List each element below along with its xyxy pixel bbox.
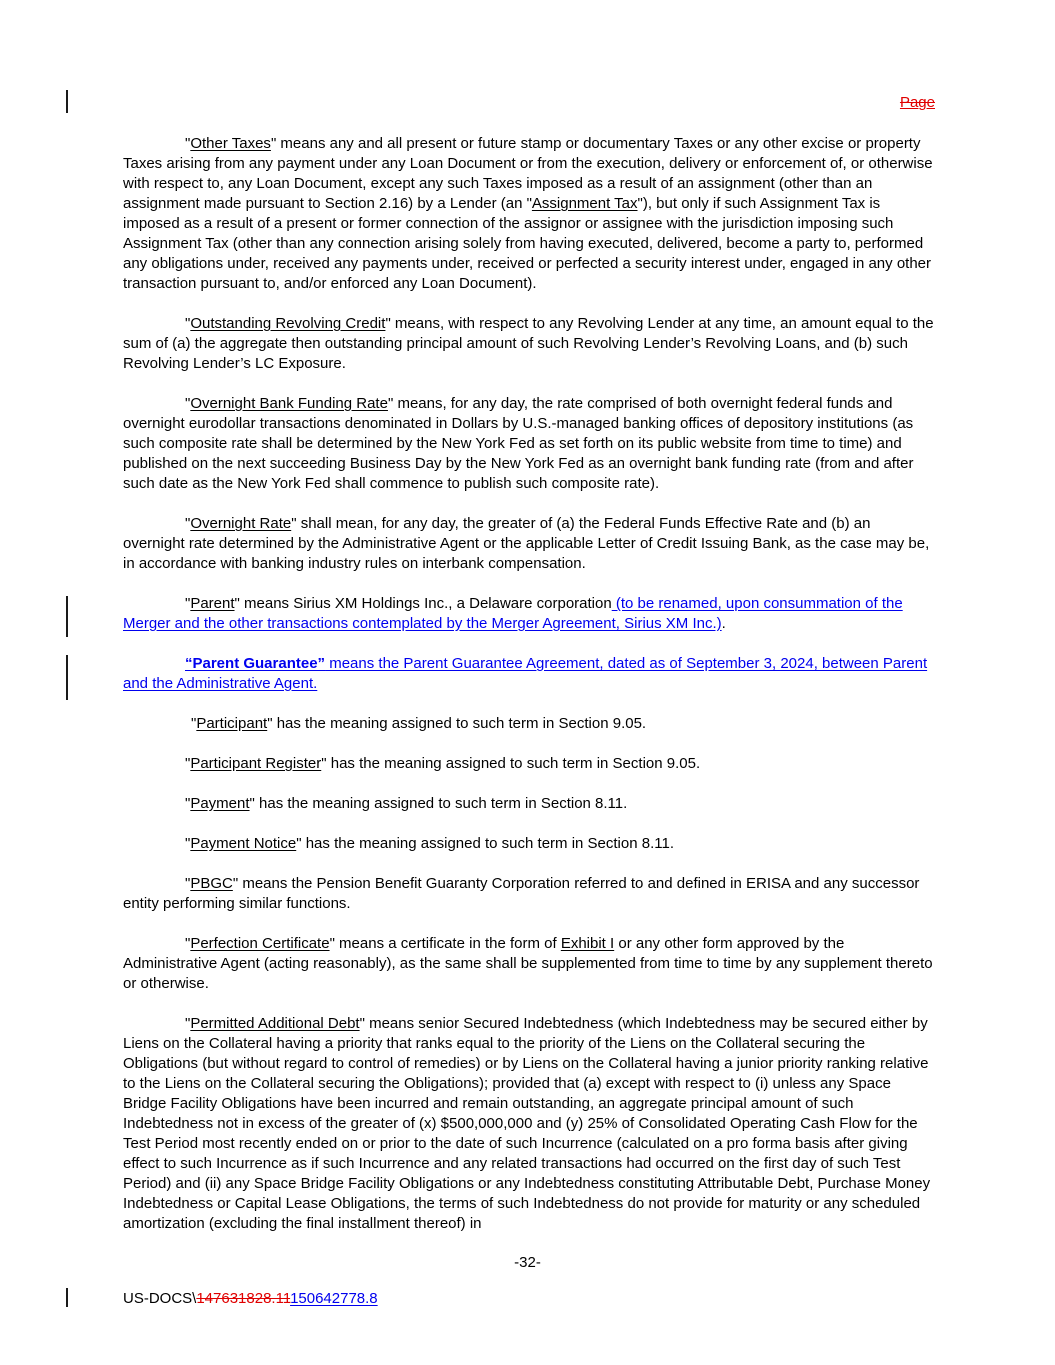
text-run: " means senior Secured Indebtedness (which Indebtedness may be secured either by Liens on the Collateral having a priority that ranks equal to the priority of the Liens on the Collateral securing the Obligations (but without regard to control of remedies) or by Liens on the Collateral having a junior priority ranking relative to the Liens on the Collateral securing the Obligations); provided that (a) except with respect to (i) unless any Space Bridge Facility Obligations have been incurred and remain outstanding, an aggregate principal amount of such Indebtedness not in excess of the greater of (x) $500,000,000 and (y) 25% of Consolidated Operating Cash Flow for the Test Period most recently ended on or prior to the date of such Incurrence (calculated on a pro forma basis after giving effect to such Incurrence as if such Incurrence and any related transactions had occurred on the first day of such Test Period) and (ii) any Space Bridge Facility Obligations or any Indebtedness constituting Attributable Debt, Purchase Money Indebtedness or Capital Lease Obligations, the terms of such Indebtedness do not provide for maturity or any scheduled amortization (excluding the final installment thereof) in	[123, 1015, 931, 1232]
definition-participant	[123, 714, 935, 734]
text-run: .	[721, 615, 726, 632]
definition-payment	[123, 794, 935, 814]
definition-outstanding-revolving-credit	[123, 314, 935, 374]
text-run: " means Sirius XM Holdings Inc., a Delaware corporation	[234, 595, 612, 612]
text-run: or any other form approved by the Administrative Agent (acting reasonably), as the same shall be supplemented from time to time by any supplement thereto or otherwise.	[123, 935, 933, 992]
inserted-doc-id: 150642778.8	[290, 1290, 378, 1307]
definition-pbgc	[123, 874, 935, 914]
defined-term: Overnight Bank Funding Rate	[190, 395, 388, 412]
text-run: " has the meaning assigned to such term in Section 8.11.	[249, 795, 628, 812]
text-run: "	[185, 835, 191, 852]
defined-term: Other Taxes	[190, 135, 271, 152]
definition-overnight-rate	[123, 514, 935, 574]
defined-term: Overnight Rate	[190, 515, 292, 532]
text-run: "	[191, 715, 197, 732]
definition-participant-register	[123, 754, 935, 774]
text-run: " has the meaning assigned to such term in Section 8.11.	[296, 835, 674, 852]
change-bar	[66, 1288, 68, 1307]
change-bar	[66, 655, 68, 700]
text-run: "	[185, 395, 191, 412]
defined-term: Outstanding Revolving Credit	[190, 315, 386, 332]
defined-term: Participant Register	[190, 755, 322, 772]
text-run: " means, for any day, the rate comprised of both overnight federal funds and overnight eurodollar transactions denominated in Dollars by U.S.-managed banking offices of depository institutions (as such composite rate shall be determined by the New York Fed as set forth on its public website from time to time) and published on the next succeeding Business Day by the New York Fed as an overnight bank funding rate (from and after such date as the New York Fed shall commence to publish such composite rate).	[123, 395, 914, 492]
text-run: " means the Pension Benefit Guaranty Corporation referred to and defined in ERISA and any successor entity performing similar functions.	[123, 875, 920, 912]
text-run: "	[185, 315, 191, 332]
page-number: -32-	[514, 1254, 541, 1271]
text-run: " has the meaning assigned to such term in Section 9.05.	[321, 755, 701, 772]
text-run: "	[185, 935, 191, 952]
defined-term: Payment Notice	[190, 835, 297, 852]
footer-doc-id	[123, 1289, 378, 1309]
text-run: "	[185, 1015, 191, 1032]
doc-id-prefix: US-DOCS\	[123, 1290, 197, 1307]
text-run: "	[185, 795, 191, 812]
defined-term: Perfection Certificate	[190, 935, 330, 952]
inserted-defined-term: “Parent Guarantee”	[185, 655, 326, 672]
text-run: "), but only if such Assignment Tax is imposed as a result of a present or former connection of the assignor or assignee with the jurisdiction imposing such Assignment Tax (other than any connection arising solely from having executed, delivered, become a party to, performed any obligations under, received any payments under, received or perfected a security interest under, engaged in any other transaction pursuant to, and/or enforced any Loan Document).	[123, 195, 932, 292]
text-run: " has the meaning assigned to such term in Section 9.05.	[267, 715, 647, 732]
definition-overnight-bank-funding-rate	[123, 394, 935, 494]
defined-term: Permitted Additional Debt	[190, 1015, 360, 1032]
deleted-doc-id: 147631828.11	[196, 1290, 291, 1307]
change-bar	[66, 596, 68, 637]
definition-permitted-additional-debt	[123, 1014, 935, 1234]
exhibit-reference: Exhibit I	[560, 935, 615, 952]
inserted-text: means the Parent Guarantee Agreement, dated as of September 3, 2024, between Parent and the Administrative Agent.	[123, 655, 928, 692]
text-run: " means any and all present or future stamp or documentary Taxes or any other excise or property Taxes arising from any payment under any Loan Document or from the execution, delivery or enforcement of, or otherwise with respect to, any Loan Document, except any such Taxes imposed as a result of an assignment (other than an assignment made pursuant to Section 2.16) by a Lender (an "	[123, 135, 933, 212]
definition-other-taxes	[123, 134, 935, 294]
text-run: " means, with respect to any Revolving Lender at any time, an amount equal to the sum of (a) the aggregate then outstanding principal amount of such Revolving Lender’s Revolving Loans, and (b) such Revolving Lender’s LC Exposure.	[123, 315, 934, 372]
defined-term: Payment	[190, 795, 250, 812]
definition-payment-notice	[123, 834, 935, 854]
text-run: " shall mean, for any day, the greater of (a) the Federal Funds Effective Rate and (b) an overnight rate determined by the Administrative Agent or the applicable Letter of Credit Issuing Bank, as the case may be, in accordance with banking industry rules on interbank compensation.	[123, 515, 930, 572]
defined-term: Parent	[190, 595, 235, 612]
text-run: "	[185, 875, 191, 892]
page-header	[123, 93, 935, 113]
change-bar	[66, 90, 68, 113]
definition-perfection-certificate	[123, 934, 935, 994]
definition-parent-guarantee	[123, 654, 935, 694]
text-run: "	[185, 755, 191, 772]
inserted-text: (to be renamed, upon consummation of the Merger and the other transactions contemplated by the Merger Agreement, Sirius XM Inc.)	[123, 595, 903, 632]
text-run: "	[185, 135, 191, 152]
defined-term: Assignment Tax	[531, 195, 638, 212]
deleted-page-link: Page	[899, 94, 935, 111]
defined-term: Participant	[196, 715, 268, 732]
text-run: "	[185, 515, 191, 532]
defined-term: PBGC	[190, 875, 233, 892]
document-body	[123, 134, 935, 1254]
text-run: " means a certificate in the form of	[329, 935, 561, 952]
definition-parent	[123, 594, 935, 634]
text-run: "	[185, 595, 191, 612]
